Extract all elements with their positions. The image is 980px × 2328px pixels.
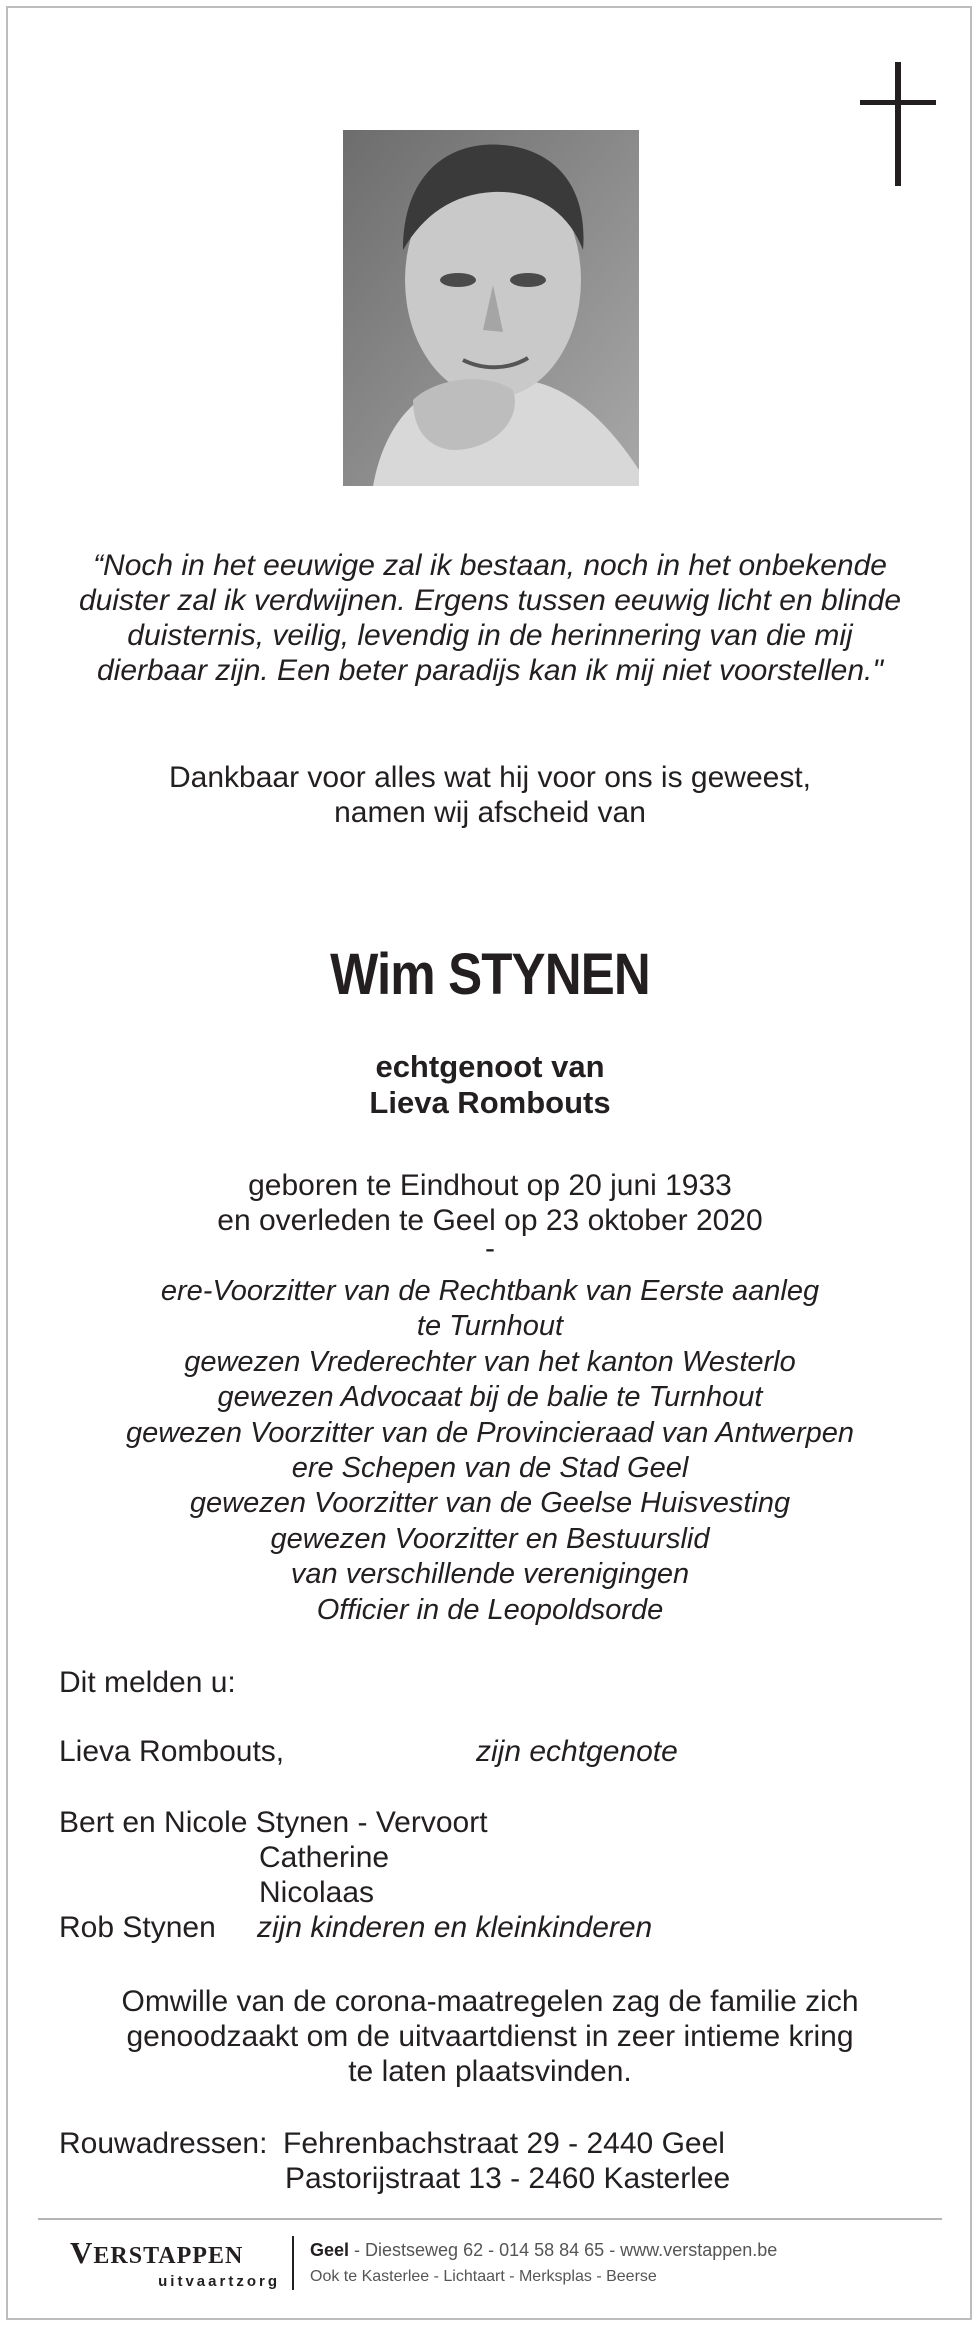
family-child-1: Bert en Nicole Stynen - Vervoort (59, 1806, 488, 1839)
family-grandchild-1: Catherine (259, 1841, 390, 1874)
footer-divider (38, 2218, 942, 2220)
family-child-2: Rob Stynen (59, 1911, 216, 1944)
title-line: gewezen Voorzitter van de Provincieraad van Antwerpen (125, 1416, 855, 1449)
dash-separator: - (485, 1232, 495, 1265)
quote-line: duisternis, veilig, levendig in de herinnering van die mij (127, 619, 853, 652)
address-1: Fehrenbachstraat 29 - 2440 Geel (283, 2127, 725, 2160)
logo-rest: ERSTAPPEN (93, 2243, 244, 2269)
footer-locations: Ook te Kasterlee - Lichtaart - Merksplas - Beerse (310, 2268, 657, 2285)
death-line: en overleden te Geel op 23 oktober 2020 (217, 1204, 763, 1237)
logo-subtitle: uitvaartzorg (158, 2273, 280, 2290)
cross-icon (860, 62, 936, 186)
quote-line: duister zal ik verdwijnen. Ergens tussen eeuwig licht en blinde (78, 584, 902, 617)
title-line: gewezen Vrederechter van het kanton Westerlo (184, 1345, 796, 1378)
spouse-block (40, 1049, 940, 1121)
logo-separator (292, 2236, 294, 2290)
title-line: gewezen Voorzitter en Bestuurslid (270, 1522, 710, 1555)
address-2: Pastorijstraat 13 - 2460 Kasterlee (285, 2162, 731, 2195)
title-line: gewezen Voorzitter van de Geelse Huisvesting (189, 1487, 791, 1520)
titles-list (40, 1274, 940, 1628)
portrait-photo (343, 130, 639, 486)
corona-notice (40, 1984, 940, 2089)
life-dates (40, 1168, 940, 1265)
title-line: Officier in de Leopoldsorde (316, 1593, 664, 1626)
birth-line: geboren te Eindhout op 20 juni 1933 (248, 1169, 732, 1202)
spouse-name: Lieva Rombouts (369, 1085, 611, 1120)
corona-line-1: Omwille van de corona-maatregelen zag de familie zich (121, 1985, 859, 2018)
footer-contact (310, 2240, 777, 2261)
corona-line-3: te laten plaatsvinden. (348, 2055, 632, 2088)
quote-line: dierbaar zijn. Een beter paradijs kan ik mij niet voorstellen." (96, 654, 884, 687)
family-grandchild-2: Nicolaas (259, 1876, 375, 1909)
intro-line-2: namen wij afscheid van (334, 796, 646, 829)
deceased-name: Wim STYNEN (330, 942, 650, 1007)
logo-wordmark (70, 2236, 280, 2273)
title-line: van verschillende verenigingen (290, 1558, 690, 1591)
quote-line: “Noch in het eeuwige zal ik bestaan, noch in het onbekende (93, 549, 887, 582)
logo-initial: V (70, 2235, 94, 2270)
intro-line-1: Dankbaar voor alles wat hij voor ons is geweest, (169, 761, 811, 794)
addresses-label: Rouwadressen: (59, 2127, 268, 2160)
funeral-home-logo (70, 2236, 280, 2291)
relation-label: echtgenoot van (375, 1049, 605, 1084)
title-line: te Turnhout (416, 1310, 564, 1343)
family-heading: Dit melden u: (59, 1666, 236, 1699)
title-line: ere Schepen van de Stad Geel (291, 1452, 689, 1485)
intro-text (40, 760, 940, 830)
footer-contact-details: - Diestseweg 62 - 014 58 84 65 - www.verstappen.be (349, 2240, 778, 2260)
title-line: gewezen Advocaat bij de balie te Turnhout (217, 1381, 763, 1414)
family-spouse-name: Lieva Rombouts, (59, 1735, 285, 1768)
corona-line-2: genoodzaakt om de uitvaartdienst in zeer intieme kring (126, 2020, 854, 2053)
memorial-quote (40, 548, 940, 688)
title-line: ere-Voorzitter van de Rechtbank van Eerste aanleg (160, 1275, 820, 1307)
footer-city: Geel (310, 2240, 350, 2260)
family-children-role: zijn kinderen en kleinkinderen (257, 1911, 653, 1944)
family-spouse-role: zijn echtgenote (476, 1735, 678, 1768)
